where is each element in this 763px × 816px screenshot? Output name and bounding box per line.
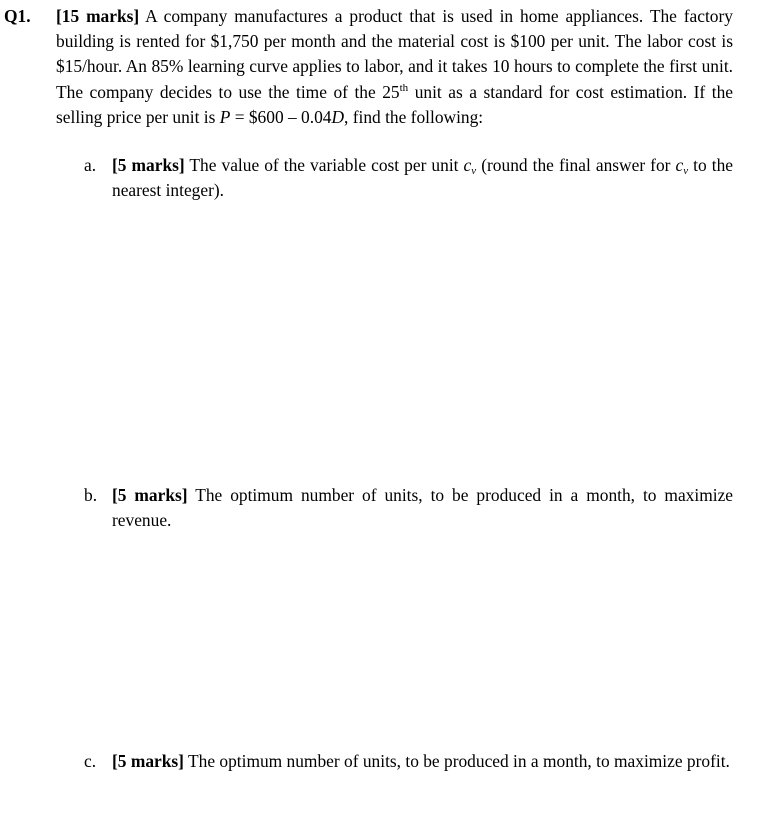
part-c-text	[112, 749, 733, 774]
question-text-3: , find the following:	[344, 106, 484, 127]
part-b	[84, 483, 733, 533]
part-b-text	[112, 483, 733, 533]
part-a-var2-sub: v	[683, 165, 689, 177]
part-a-var2-cv	[676, 155, 689, 175]
question-number: Q1.	[4, 6, 31, 26]
part-a-text-3: to the nearest integer).	[112, 155, 734, 201]
formula-mid: = $600 – 0.04	[230, 106, 332, 127]
part-b-letter: b.	[84, 485, 98, 505]
part-c-body: The optimum number of units, to be produced in a month, to maximize profit.	[183, 751, 730, 771]
question-marks: [15 marks]	[56, 6, 140, 26]
part-a-text-1: The value of the variable cost per unit	[184, 155, 464, 175]
part-a	[84, 153, 733, 203]
part-a-marks: [5 marks]	[112, 155, 185, 175]
part-b-marks: [5 marks]	[112, 485, 188, 505]
question-text-2: unit as a standard for cost estimation. If the selling price per unit is	[56, 81, 733, 127]
part-a-var2: c	[675, 155, 684, 175]
part-a-var-cv	[464, 155, 477, 175]
ordinal-suffix: th	[399, 81, 409, 94]
formula-var-p: P	[219, 106, 231, 127]
formula-var-d: D	[331, 106, 345, 127]
part-a-text	[112, 153, 733, 203]
part-a-var: c	[463, 155, 472, 175]
part-a-letter: a.	[84, 155, 97, 175]
question-text-1: A company manufactures a product that is used in home appliances. The factory building is rented for $1,750 per month and the material cost is $100 per unit. The labor cost is $15/hour. An 85% learning curve applies to labor, and it takes 10 hours to complete the first unit. The company decides to use the time of the 25	[56, 6, 733, 102]
question-statement	[56, 4, 733, 130]
part-a-var-sub: v	[471, 165, 477, 177]
part-b-body: The optimum number of units, to be produced in a month, to maximize revenue.	[112, 485, 734, 531]
part-c-letter: c.	[84, 751, 97, 771]
part-a-text-2: (round the final answer for	[476, 155, 676, 175]
part-c	[84, 749, 733, 774]
part-c-marks: [5 marks]	[112, 751, 184, 771]
